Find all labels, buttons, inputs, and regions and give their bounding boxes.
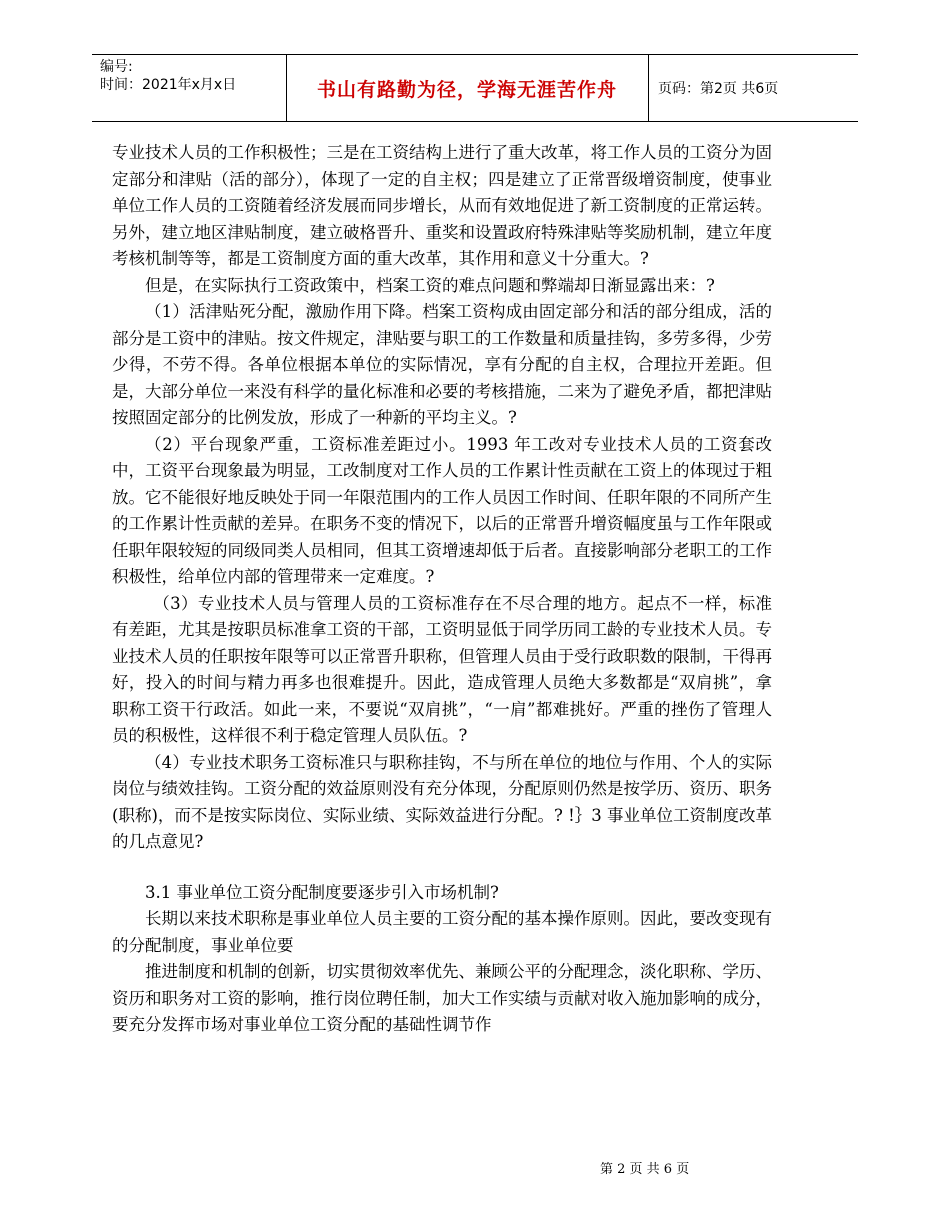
header-motto: 书山有路勤为径，学海无涯苦作舟 (316, 78, 617, 101)
header-page-label: 页码：第2页 共6页 (658, 81, 779, 97)
time-label: 时间：2021年x月x日 (100, 77, 237, 93)
code-label: 编号: (100, 59, 133, 75)
page-header (92, 54, 858, 122)
paragraph: （4）专业技术职务工资标准只与职称挂钩，不与所在单位的地位与作用、个人的实际岗位与绩效挂钩。工资分配的效益原则没有充分体现，分配原则仍然是按学历、资历、职务(职称)，而不是按实际岗位、实际业绩、实际效益进行分配。? !｝3 事业单位工资制度改革的几点意见? (112, 752, 772, 851)
spacer (112, 856, 772, 880)
paragraph: （2）平台现象严重，工资标准差距过小。1993 年工改对专业技术人员的工资套改中，工资平台现象最为明显，工改制度对工作人员的工作累计性贡献在工资上的体现过于粗放。它不能很好地反映处于同一年限范围内的工作人员因工作时间、任职年限的不同所产生的工作累计性贡献的差异。在职务不变的情况下，以后的正常晋升增资幅度虽与工作年限或任职年限较短的同级同类人员相同，但其工资增速却低于后者。直接影响部分老职工的工作积极性，给单位内部的管理带来一定难度。? (112, 434, 772, 586)
header-meta (100, 58, 236, 94)
section-heading: 3.1 事业单位工资分配制度要逐步引入市场机制? (145, 882, 499, 902)
paragraph: 专业技术人员的工作积极性；三是在工资结构上进行了重大改革，将工作人员的工资分为固定部分和津贴（活的部分），体现了一定的自主权；四是建立了正常晋级增资制度，使事业单位工作人员的工资随着经济发展而同步增长，从而有效地促进了新工资制度的正常运转。另外，建立地区津贴制度，建立破格晋升、重奖和设置政府特殊津贴等奖励机制，建立年度考核机制等等，都是工资制度方面的重大改革，其作用和意义十分重大。? (112, 143, 772, 268)
document-body (112, 140, 772, 1039)
paragraph: 但是，在实际执行工资政策中，档案工资的难点问题和弊端却日渐显露出来：? (145, 275, 715, 295)
header-divider-right (648, 54, 649, 122)
paragraph: （3）专业技术人员与管理人员的工资标准存在不尽合理的地方。起点不一样，标准有差距，尤其是按职员标准拿工资的干部，工资明显低于同学历同工龄的专业技术人员。专业技术人员的任职按年限等可以正常晋升职称，但管理人员由于受行政职数的限制，干得再好，投入的时间与精力再多也很难提升。因此，造成管理人员绝大多数都是“双肩挑”，拿职称工资干行政活。如此一来，不要说“双肩挑”，“一肩”都难挑好。严重的挫伤了管理人员的积极性，这样很不利于稳定管理人员队伍。? (112, 593, 772, 745)
page-footer: 第 2 页 共 6 页 (600, 1162, 690, 1177)
paragraph: 推进制度和机制的创新，切实贯彻效率优先、兼顾公平的分配理念，淡化职称、学历、资历和职务对工资的影响，推行岗位聘任制，加大工作实绩与贡献对收入施加影响的成分，要充分发挥市场对事业单位工资分配的基础性调节作 (112, 962, 772, 1034)
paragraph: 长期以来技术职称是事业单位人员主要的工资分配的基本操作原则。因此，要改变现有的分配制度，事业单位要 (112, 909, 772, 955)
paragraph: （1）活津贴死分配，激励作用下降。档案工资构成由固定部分和活的部分组成，活的部分是工资中的津贴。按文件规定，津贴要与职工的工作数量和质量挂钩，多劳多得，少劳少得，不劳不得。各单位根据本单位的实际情况，享有分配的自主权，合理拉开差距。但是，大部分单位一来没有科学的量化标准和必要的考核措施，二来为了避免矛盾，都把津贴按照固定部分的比例发放，形成了一种新的平均主义。? (112, 302, 772, 427)
